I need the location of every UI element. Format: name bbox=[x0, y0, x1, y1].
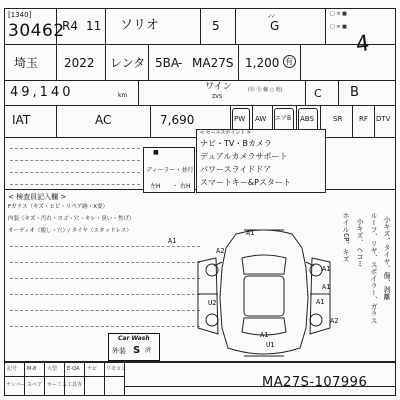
car-wash-label: Car Wash bbox=[118, 335, 150, 342]
handle-dealer: ディーラー・並行 bbox=[146, 167, 194, 174]
color-code: ZVS bbox=[212, 94, 223, 100]
equipment-pw: PW bbox=[234, 115, 246, 123]
footer-row2-1: ナンバー bbox=[6, 382, 26, 388]
equipment-airbag: エアB bbox=[275, 115, 292, 122]
registration-year: R4 bbox=[62, 19, 78, 33]
sales-point-2: デュアルカメラサポート bbox=[200, 152, 288, 161]
handle-left: 左H bbox=[150, 183, 161, 190]
note-a1-top: A1 bbox=[246, 229, 255, 237]
footer-cell-2: M-8 bbox=[27, 366, 37, 372]
car-roof bbox=[244, 276, 284, 316]
note-a1-right-2: A1 bbox=[322, 283, 331, 291]
tiny-check-2: □ ≡ ■ bbox=[330, 24, 347, 30]
note-a1-bottom: A1 bbox=[260, 331, 269, 339]
tiny-check-1: □ ≡ ■ bbox=[330, 11, 347, 17]
equipment-rf: RF bbox=[359, 115, 368, 123]
air-conditioning: AC bbox=[95, 113, 112, 127]
auction-number-small: [1340] bbox=[8, 11, 32, 19]
note-a2-top: A2 bbox=[216, 247, 225, 255]
mileage: 49,140 bbox=[10, 85, 74, 100]
model-code: MA27S bbox=[192, 56, 234, 70]
door-count: 5 bbox=[212, 19, 220, 33]
footer-cell-6: リモコン bbox=[106, 366, 127, 372]
note-a1-left: A1 bbox=[168, 237, 177, 245]
right-note-3: ルーフ、リヤ、スポイラー、ガラス bbox=[370, 212, 378, 324]
inspector-audio: オーディオ（脱し・穴）/ タイヤ（スタッドレス） bbox=[8, 228, 132, 234]
footer-row2-3: ホーミス bbox=[47, 382, 68, 388]
car-name: ソリオ bbox=[120, 18, 159, 33]
sales-points-title: < セールスポイント > bbox=[200, 130, 252, 136]
footer-cell-4: E-QA bbox=[67, 366, 80, 372]
inspector-glass: Fガラス（キズ・ヒビ・リペア跡・X要） bbox=[8, 204, 109, 210]
car-wash-exterior: 外装 bbox=[112, 347, 126, 355]
note-top-mark: 4 bbox=[354, 31, 371, 58]
right-vertical-notes bbox=[338, 212, 396, 360]
cc-badge: 有 bbox=[285, 57, 293, 66]
use-type: レンタ bbox=[110, 56, 146, 70]
equipment-dtv: DTV bbox=[376, 115, 391, 123]
right-note-4: 小キズ、タイヤ、傷、剥離 bbox=[383, 216, 391, 300]
registration-month: 11 bbox=[86, 19, 102, 33]
wheel-rear-left bbox=[206, 314, 218, 326]
note-u1-rear: U1 bbox=[266, 341, 275, 349]
right-note-2: 小キズ、ヘコミ bbox=[356, 218, 364, 267]
car-windshield bbox=[242, 255, 286, 274]
note-a1-right-1: A1 bbox=[322, 265, 331, 273]
equipment-aw: AW bbox=[255, 115, 267, 123]
score-b: B bbox=[350, 85, 359, 100]
car-wash-grade: S bbox=[133, 345, 141, 356]
engine-cc: 1,200 bbox=[245, 56, 280, 70]
note-u2-left: U2 bbox=[208, 299, 217, 307]
right-note-1: ホイルCP、キズ bbox=[342, 212, 350, 263]
equipment-sr: SR bbox=[333, 115, 343, 123]
note-a2-right: A2 bbox=[330, 317, 339, 325]
price: 7,690 bbox=[160, 113, 195, 127]
mileage-unit: km bbox=[118, 92, 128, 99]
note-checks: ✓✓ bbox=[268, 13, 276, 20]
sales-point-4: スマートキー&Pスタート bbox=[200, 178, 291, 187]
note-a1-right-3: A1 bbox=[316, 298, 325, 306]
handle-dot: ・ bbox=[172, 183, 179, 190]
score-c: C bbox=[314, 87, 322, 100]
model-year: 2022 bbox=[64, 56, 95, 70]
region: 埼玉 bbox=[14, 56, 39, 70]
dash-sep: - bbox=[178, 56, 183, 70]
chassis-number: MA27S-107996 bbox=[262, 375, 368, 390]
handle-marker: ■ bbox=[153, 149, 159, 156]
model-prefix: 5BA bbox=[155, 56, 180, 70]
equipment-abs: ABS bbox=[300, 115, 314, 123]
footer-cell-1: 記号 bbox=[7, 366, 18, 372]
handle-right: 右H bbox=[180, 183, 191, 190]
grade: G bbox=[270, 19, 280, 33]
wheel-rear-right bbox=[310, 314, 322, 326]
footer-cell-3: 大型 bbox=[47, 366, 58, 372]
transmission: IAT bbox=[12, 113, 31, 127]
car-left-side bbox=[198, 258, 218, 334]
inspector-interior: 内装（キズ・汚れ・ヨゴ・穴・キレ・臭い・焦げ） bbox=[8, 216, 135, 222]
sales-point-3: パワースライドドア bbox=[200, 165, 272, 174]
footer-row2-4: 工具等 bbox=[67, 382, 83, 388]
footer-row2-2: スペア bbox=[27, 382, 43, 388]
inspector-title: < 検査員記入欄 > bbox=[8, 193, 67, 201]
car-wash-done: 済 bbox=[145, 347, 152, 354]
sales-point-1: ナビ・TV・Bカメラ bbox=[200, 139, 272, 148]
lot-number: 30462 bbox=[8, 21, 65, 41]
color-options: (Ⓡ Ⓓ 輸 ○ 他) bbox=[248, 87, 283, 93]
footer-cell-5: ナビ bbox=[87, 366, 98, 372]
color-name: ワイン bbox=[205, 82, 232, 92]
